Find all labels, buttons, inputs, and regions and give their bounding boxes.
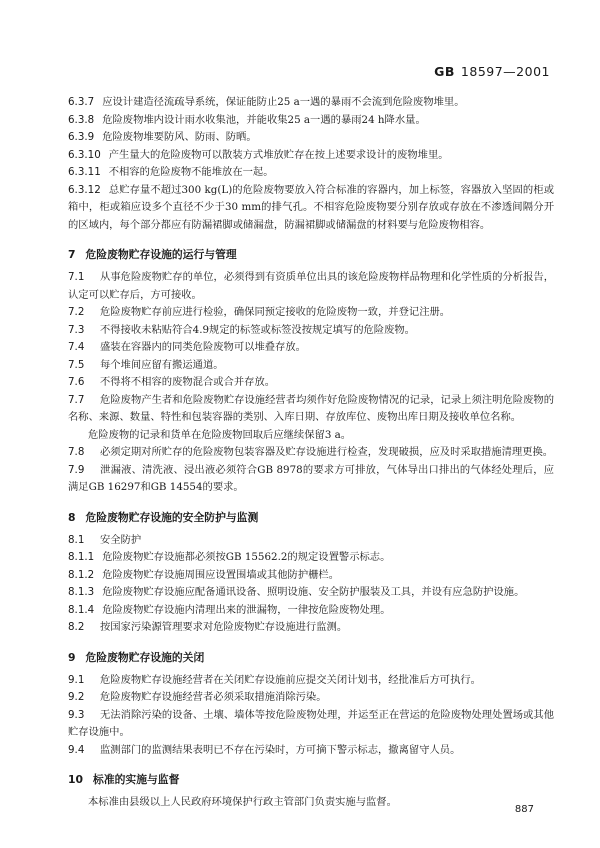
heading-text: 危险废物贮存设施的关闭 (85, 650, 205, 664)
clause-text: 危险废物贮存设施经营者必须采取措施消除污染。 (100, 691, 327, 703)
clause-number: 7.3 (68, 323, 85, 336)
clause-text: 危险废物贮存设施周围应设置围墙或其他防护栅栏。 (102, 568, 340, 581)
clause-text: 从事危险废物贮存的单位，必须得到有资质单位出具的该危险废物样品物理和化学性质的分析报告，认定可以贮存后，方可接收。 (68, 271, 554, 301)
clause-number: 9.2 (68, 691, 85, 703)
clause-text: 无法消除污染的设备、土壤、墙体等按危险废物处理，并运至正在营运的危险废物处理处置场或其他贮存设施中。 (68, 708, 554, 738)
clause-number: 7.2 (68, 306, 85, 318)
clause-text: 危险废物贮存设施内清理出来的泄漏物，一律按危险废物处理。 (102, 603, 391, 616)
page-number: 887 (514, 804, 534, 815)
clause-number: 6.3.7 (68, 96, 95, 108)
clause-text: 监测部门的监测结果表明已不存在污染时，方可摘下警示标志，撤离留守人员。 (100, 743, 461, 756)
clause-number: 9.1 (68, 673, 85, 686)
clause-number: 7.7 (68, 393, 85, 406)
clause-text: 总贮存量不超过300 kg(L)的危险废物要放入符合标准的容器内，加上标签，容器放入坚固的柜或箱中，柜或箱应设多个直径不少于30 mm的排气孔。不相容危险废物要分别存放或存放在不渗透间隔分开的区域内，每个部分都应有防漏裙脚或储漏盘，防漏裙脚或储漏盘的材料要与危险废物相容。 (68, 183, 554, 231)
clause (68, 689, 554, 707)
clause (68, 444, 554, 462)
clause (68, 164, 554, 182)
clause (68, 567, 554, 585)
clause-number: 6.3.9 (68, 131, 95, 143)
clause-text: 危险废物贮存设施都必须按GB 15562.2的规定设置警示标志。 (102, 551, 391, 563)
clause-number: 8 (68, 510, 76, 524)
clause-number: 7.5 (68, 358, 85, 371)
clause (68, 707, 554, 742)
clause-number: 8.2 (68, 621, 85, 633)
clause-text: 每个堆间应留有搬运通道。 (100, 358, 224, 371)
clause (68, 619, 554, 637)
clause-text: 盛装在容器内的同类危险废物可以堆叠存放。 (100, 341, 306, 353)
clause (68, 462, 554, 497)
clause-number: 6.3.8 (68, 113, 95, 126)
clause (68, 147, 554, 165)
clause-number: 9 (68, 650, 76, 664)
clause (68, 304, 554, 322)
clause (68, 322, 554, 340)
clause-number: 7 (68, 248, 76, 261)
standard-code: 18597—2001 (460, 64, 550, 79)
clause-number: 9.3 (68, 708, 85, 721)
clause-text: 泄漏液、清洗液、浸出液必须符合GB 8978的要求方可排放，气体导出口排出的气体经处理后，应满足GB 16297和GB 14554的要求。 (68, 463, 554, 493)
clause-text: 安全防护 (100, 533, 142, 546)
heading-text: 标准的实施与监督 (93, 773, 180, 786)
clause-text: 必须定期对所贮存的危险废物包装容器及贮存设施进行检查，发现破损，应及时采取措施清理更换。 (100, 446, 554, 458)
clause-text: 本标准由县级以上人民政府环境保护行政主管部门负责实施与监督。 (88, 796, 397, 808)
clause (68, 94, 554, 112)
clause-text: 不相容的危险废物不能堆放在一起。 (108, 166, 274, 178)
heading-text: 危险废物贮存设施的运行与管理 (85, 248, 237, 261)
clause-number: 6.3.11 (68, 166, 101, 178)
clause-number: 8.1 (68, 533, 85, 546)
clause-text: 危险废物贮存前应进行检验，确保同预定接收的危险废物一致，并登记注册。 (100, 306, 451, 318)
clause-number: 7.6 (68, 376, 85, 388)
clause (68, 374, 554, 392)
clause-text: 应设计建造径流疏导系统，保证能防止25 a一遇的暴雨不会流到危险废物堆里。 (102, 96, 465, 108)
heading-text: 危险废物贮存设施的安全防护与监测 (85, 510, 259, 524)
clause-number: 7.1 (68, 271, 85, 283)
clause (68, 182, 554, 235)
paragraph (68, 794, 554, 812)
section-heading (68, 771, 554, 789)
clause-number: 10 (68, 773, 84, 786)
clause-number: 8.1.3 (68, 586, 95, 598)
clause-text: 不得接收未粘贴符合4.9规定的标签或标签没按规定填写的危险废物。 (100, 323, 415, 336)
clause-text: 危险废物贮存设施经营者在关闭贮存设施前应提交关闭计划书，经批准后方可执行。 (100, 673, 481, 686)
clause-number: 9.4 (68, 743, 85, 756)
section-heading (68, 246, 554, 264)
clause-number: 8.1.2 (68, 568, 95, 581)
clause-text: 按国家污染源管理要求对危险废物贮存设施进行监测。 (100, 621, 348, 633)
clause-text: 产生量大的危险废物可以散装方式堆放贮存在按上述要求设计的废物堆里。 (108, 148, 449, 161)
clause (68, 339, 554, 357)
standard-prefix: GB (434, 64, 455, 79)
document-body (68, 94, 554, 812)
clause (68, 549, 554, 567)
clause (68, 392, 554, 427)
clause-number: 7.8 (68, 446, 85, 458)
clause (68, 584, 554, 602)
clause (68, 112, 554, 130)
clause (68, 357, 554, 375)
clause-text: 危险废物堆要防风、防雨、防晒。 (102, 131, 257, 143)
clause-text: 不得将不相容的废物混合或合并存放。 (100, 376, 276, 388)
clause-text: 危险废物的记录和货单在危险废物回取后应继续保留3 a。 (88, 428, 352, 441)
clause-number: 7.9 (68, 463, 85, 476)
clause (68, 532, 554, 550)
clause-number: 8.1.4 (68, 603, 95, 616)
clause-number: 7.4 (68, 341, 85, 353)
clause-number: 8.1.1 (68, 551, 95, 563)
clause-text: 危险废物产生者和危险废物贮存设施经营者均须作好危险废物情况的记录，记录上须注明危险废物的名称、来源、数量、特性和包装容器的类别、入库日期、存放库位、废物出库日期及接收单位名称。 (68, 393, 554, 423)
clause-text: 危险废物贮存设施应配备通讯设备、照明设施、安全防护服装及工具，并设有应急防护设施。 (102, 586, 525, 598)
clause (68, 672, 554, 690)
clause-number: 6.3.10 (68, 148, 101, 161)
clause (68, 742, 554, 760)
clause (68, 602, 554, 620)
clause-number: 6.3.12 (68, 183, 101, 196)
paragraph (68, 427, 554, 445)
clause-text: 危险废物堆内设计雨水收集池，并能收集25 a一遇的暴雨24 h降水量。 (102, 113, 426, 126)
section-heading (68, 509, 554, 527)
standard-number (434, 64, 550, 79)
clause (68, 269, 554, 304)
clause (68, 129, 554, 147)
section-heading (68, 649, 554, 667)
